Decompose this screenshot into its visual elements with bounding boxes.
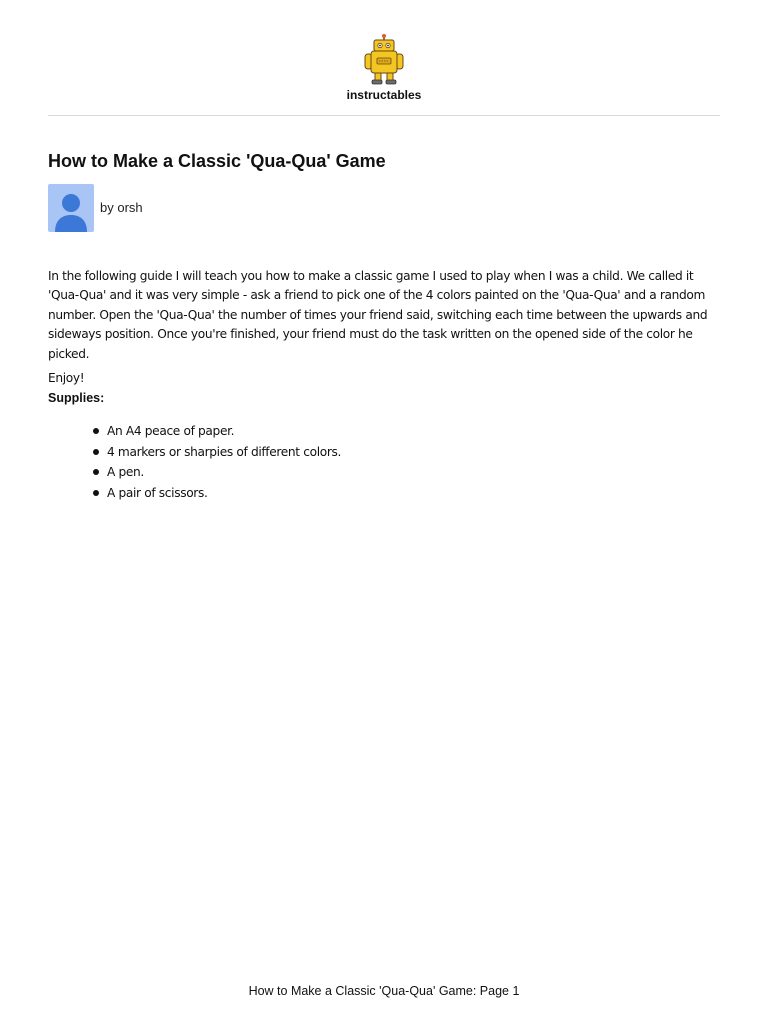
- list-item: [107, 442, 720, 463]
- site-logo[interactable]: [0, 34, 768, 102]
- list-item: [107, 483, 720, 504]
- supplies-list: [48, 421, 720, 503]
- closing-text: Enjoy!: [48, 371, 85, 386]
- bullet-icon: [93, 490, 99, 496]
- page-footer: How to Make a Classic 'Qua-Qua' Game: Page 1: [248, 984, 520, 998]
- article-title: How to Make a Classic 'Qua-Qua' Game: [48, 151, 386, 171]
- list-item-text: 4 markers or sharpies of different colors.: [107, 444, 342, 459]
- user-silhouette-icon: [48, 184, 94, 232]
- author-avatar[interactable]: [48, 184, 94, 232]
- list-item-text: A pen.: [107, 465, 144, 480]
- site-logo-text: instructables: [346, 88, 422, 102]
- supplies-heading: Supplies:: [48, 391, 105, 406]
- list-item: [107, 421, 720, 442]
- article-body: [48, 267, 720, 503]
- list-item-text: A pair of scissors.: [107, 485, 208, 500]
- list-item: [107, 462, 720, 483]
- bullet-icon: [93, 449, 99, 455]
- intro-paragraph: In the following guide I will teach you how to make a classic game I used to play when I was a child. We called it 'Qua-Qua' and it was very simple - ask a friend to pick one of the 4 colors painted on the 'Qua-Qua' and a random number. Open the 'Qua-Qua' the number of times your friend said, switching each time between the upwards and sideways position. Once you're finished, your friend must do the task written on the opened side of the color he picked.: [48, 269, 708, 361]
- bullet-icon: [93, 428, 99, 434]
- robot-mascot-icon: [362, 34, 406, 86]
- author-name[interactable]: by orsh: [100, 199, 143, 215]
- bullet-icon: [93, 469, 99, 475]
- list-item-text: An A4 peace of paper.: [107, 424, 235, 439]
- author-block: [48, 184, 143, 232]
- header-divider: [48, 115, 720, 116]
